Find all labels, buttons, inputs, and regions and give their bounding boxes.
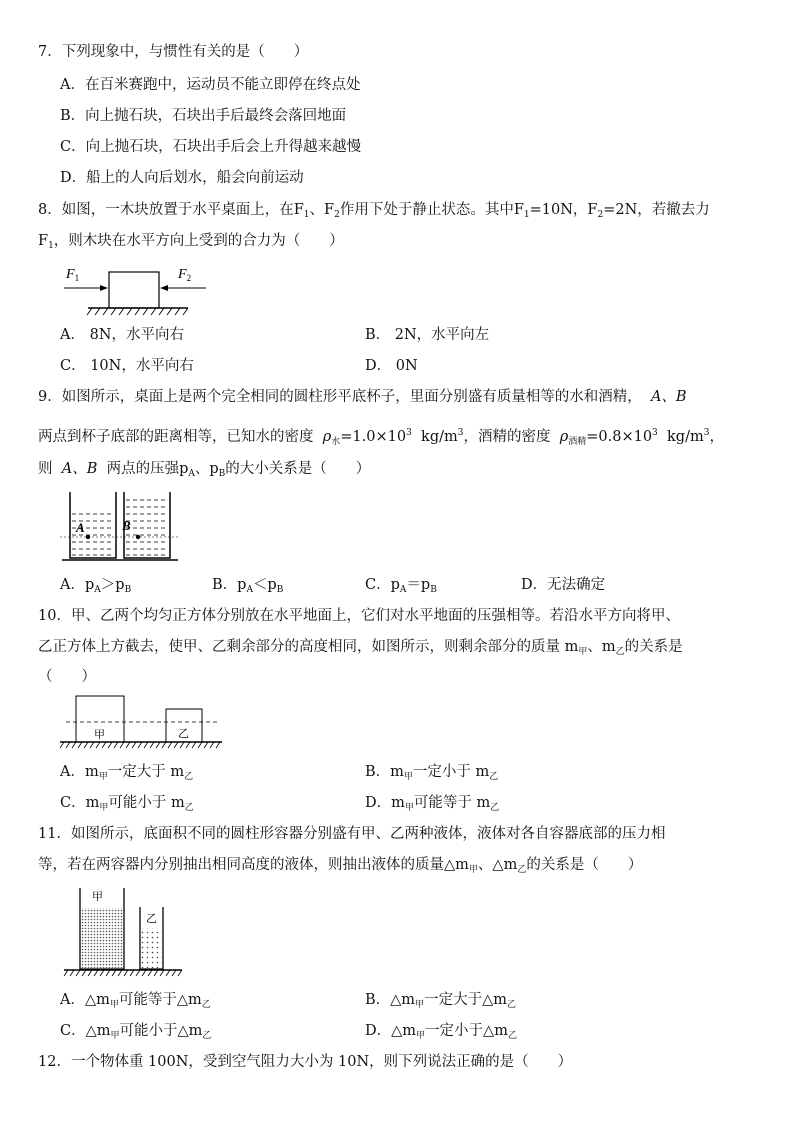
q7-option-a[interactable]: A．在百米赛跑中，运动员不能立即停在终点处 bbox=[60, 77, 361, 93]
q9-option-a[interactable]: A．$p_A>p_B$ bbox=[60, 577, 132, 595]
q9-stem-line2: 两点到杯子底部的距离相等，已知水的密度 $\rho_水=1.0\times 10^3$ $kg/m^3$，酒精的密度 $\rho_{酒精}=0.8\times 10^3$ $kg/m^3$， bbox=[38, 428, 724, 447]
q9-option-b[interactable]: B．$p_A<p_B$ bbox=[212, 577, 284, 595]
q11-option-a[interactable]: A．$\triangle m_甲$可能等于$\triangle m_乙$ bbox=[60, 992, 211, 1010]
q11-stem-line2: 等，若在两容器内分别抽出相同高度的液体，则抽出液体的质量$\triangle m_甲$、$\triangle m_乙$的关系是（ ） bbox=[38, 857, 643, 875]
q8-option-d[interactable]: D． 0N bbox=[365, 358, 418, 374]
q9-fig-cup-alcohol bbox=[124, 492, 170, 558]
q10-stem-line2: 乙正方体上方截去，使甲、乙剩余部分的高度相同，如图所示，则剩余部分的质量 $m_甲$、$m_乙$的关系是 bbox=[38, 639, 683, 657]
q8-figure bbox=[60, 262, 210, 322]
q9-fig-point-b bbox=[136, 535, 140, 539]
q9-fig-label-a: A bbox=[76, 520, 85, 535]
q10-stem-line1: 10．甲、乙两个均匀正方体分别放在水平地面上，它们对水平地面的压强相等。若沿水平方向将甲、 bbox=[38, 608, 680, 624]
q9-stem-line1: 9．如图所示，桌面上是两个完全相同的圆柱形平底杯子，里面分别盛有质量相等的水和酒精， A、B bbox=[38, 389, 687, 405]
q9-stem-line3: 则 A、B 两点的压强$p_A$、$p_B$的大小关系是（ ） bbox=[38, 461, 371, 479]
q9-figure bbox=[60, 488, 180, 566]
q8-fig-block bbox=[109, 272, 159, 308]
q8-fig-f2-label: $F_2$ bbox=[178, 267, 192, 283]
q8-option-c[interactable]: C． 10N，水平向右 bbox=[60, 358, 194, 374]
q9-fig-point-a bbox=[86, 535, 90, 539]
q8-stem-line2: $F_1$，则木块在水平方向上受到的合力为（ ） bbox=[38, 233, 344, 251]
q10-stem-line3: （ ） bbox=[38, 669, 96, 685]
q10-option-a[interactable]: A．$m_甲$一定大于 $m_乙$ bbox=[60, 764, 194, 782]
q11-figure bbox=[60, 885, 185, 980]
q9-option-d[interactable]: D．无法确定 bbox=[521, 577, 606, 593]
q10-fig-label-jia: 甲 bbox=[94, 728, 105, 741]
q9-option-c[interactable]: C．$p_A=p_B$ bbox=[365, 577, 437, 595]
q11-option-c[interactable]: C．$\triangle m_甲$可能小于$\triangle m_乙$ bbox=[60, 1023, 212, 1041]
q11-option-b[interactable]: B．$\triangle m_甲$一定大于$\triangle m_乙$ bbox=[365, 992, 516, 1010]
q12-stem: 12．一个物体重 100N，受到空气阻力大小为 10N，则下列说法正确的是（ ） bbox=[38, 1054, 573, 1070]
q11-fig-label-yi: 乙 bbox=[146, 912, 157, 925]
q10-figure bbox=[60, 693, 225, 753]
q7-option-c[interactable]: C．向上抛石块，石块出手后会上升得越来越慢 bbox=[60, 139, 362, 155]
q11-fig-liquid-jia bbox=[81, 908, 123, 968]
q7-option-b[interactable]: B．向上抛石块，石块出手后最终会落回地面 bbox=[60, 108, 347, 124]
q8-option-a[interactable]: A． 8N，水平向右 bbox=[60, 327, 184, 343]
q10-option-d[interactable]: D．$m_甲$可能等于 $m_乙$ bbox=[365, 795, 500, 813]
q7-option-d[interactable]: D．船上的人向后划水，船会向前运动 bbox=[60, 170, 304, 186]
q10-option-b[interactable]: B．$m_甲$一定小于 $m_乙$ bbox=[365, 764, 499, 782]
q9-fig-label-b: B bbox=[122, 518, 131, 533]
q11-fig-label-jia: 甲 bbox=[92, 890, 103, 903]
q7-stem: 7．下列现象中，与惯性有关的是（ ） bbox=[38, 44, 309, 60]
q8-stem: 8．如图，一木块放置于水平桌面上，在$F_1$、$F_2$作用下处于静止状态。其中$F_1=10N$，$F_2=2N$，若撤去力 bbox=[38, 202, 710, 220]
q8-option-b[interactable]: B． 2N，水平向左 bbox=[365, 327, 490, 343]
q11-option-d[interactable]: D．$\triangle m_甲$一定小于$\triangle m_乙$ bbox=[365, 1023, 517, 1041]
q8-fig-f1-label: $F_1$ bbox=[66, 267, 80, 283]
q10-fig-label-yi: 乙 bbox=[178, 727, 189, 740]
q10-option-c[interactable]: C．$m_甲$可能小于 $m_乙$ bbox=[60, 795, 194, 813]
q11-stem-line1: 11．如图所示，底面积不同的圆柱形容器分别盛有甲、乙两种液体，液体对各自容器底部的压力相 bbox=[38, 826, 666, 842]
q11-fig-liquid-yi bbox=[141, 928, 162, 968]
